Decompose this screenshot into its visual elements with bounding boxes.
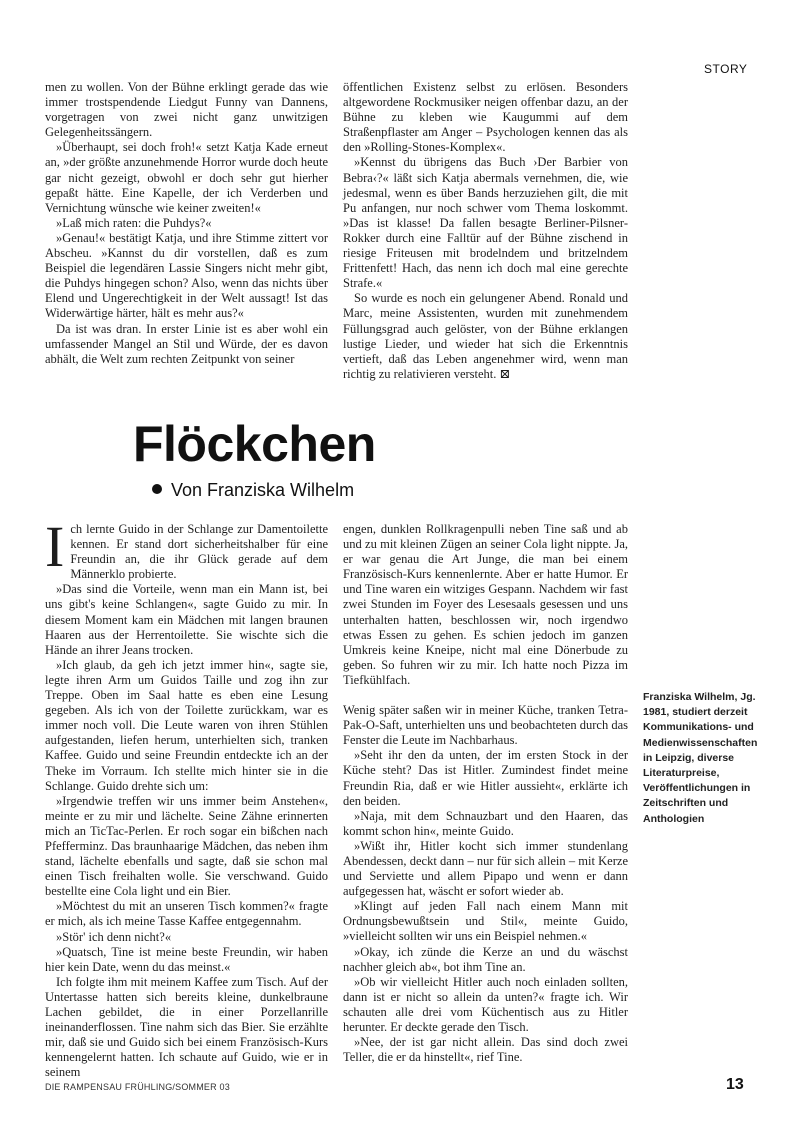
publication-footer: DIE RAMPENSAU FRÜHLING/SOMMER 03 [45,1082,230,1092]
paragraph: »Kennst du übrigens das Buch ›Der Barbier von Bebra‹?« läßt sich Katja abermals vernehmen, die, wie jedesmal, wenn es über Bands herzuziehen gilt, die mit Pu anfangen, nur noch schwer vom Thema loskommt. »Das ist klasse! Da fallen besagte Berliner-Pilsner-Rokker durch eine Falltür auf der Bühne zischend in riesige Friteusen mit brodelndem und britzelndem Frittenfett! Hach, das nenn ich doch mal eine gerechte Strafe.« [343,155,628,291]
paragraph: »Ich glaub, da geh ich jetzt immer hin«, sagte sie, legte ihren Arm um Guidos Taille und zog ihn zur Treppe. Oben im Saal hatte es eben eine Lesung gegeben. Als ich von der Toilette zurückkam, war es immer noch voll. Die Leute waren von ihren Stühlen aufgestanden, liefen herum, unterhielten sich, tranken Kaffee. Guido und seine Freundin entdeckte ich an der Theke im Vorraum. Ich stellte mich hinter sie in die Schlange. Guido drehte sich um: [45,657,328,793]
prev-story-column-2 [343,80,628,382]
paragraph-text: So wurde es noch ein gelungener Abend. Ronald und Marc, meine Assistenten, wurden mit zunehmendem Füllungsgrad auch gelöster, von der Bühne erklangen lustige Lieder, und wieder hat sich die Erkenntnis vertieft, daß das Leben angenehmer wird, wenn man richtig zu relativieren versteht. [343,291,628,381]
story-column-1 [45,514,328,1080]
paragraph: engen, dunklen Rollkragenpulli neben Tine saß und ab und zu mit kleinen Zügen an seiner Cola light nippte. Ja, er war genau die Art Junge, die man bei einem Französisch-Kurs kennenlernte. Aber er hatte Humor. Er und Tine waren ein witziges Gespann. Nachdem wir fast zwei Stunden im Foyer des Lesesaals gesessen und uns unterhalten hatten, beschlossen wir, noch irgendwo etwas Essen zu gehen. Es schien jedoch im ganzen Umkreis keine Kneipe, nicht mal eine Dönerbude zu geben. So fuhren wir zu mir. Ich hatte noch Pizza im Tiefkühlfach. [343,522,628,687]
author-bio: Franziska Wilhelm, Jg. 1981, studiert derzeit Kommunikations- und Medienwissenschaften in Leipzig, diverse Literaturpreise, Veröffentlichungen in Zeitschriften und Anthologien [643,691,758,825]
end-mark-icon: ⊠ [499,366,511,381]
paragraph: »Das sind die Vorteile, wenn man ein Mann ist, bei uns gibt's keine Schlangen«, sagte Guido zu mir. In diesem Moment kam ein Mädchen mit langen braunen Haaren aus der Herrentoilette. Sie wischte sich die Hände an ihrer Jeans trocken. [45,582,328,657]
paragraph [343,291,628,382]
bullet-dot-icon [152,484,162,494]
byline [152,480,354,501]
paragraph: »Irgendwie treffen wir uns immer beim Anstehen«, meinte er zu mir und lächelte. Seine Zähne erinnerten mich an TicTac-Perlen. Er roch sogar ein bißchen nach Pfefferminz. Das braunhaarige Mädchen, das neben ihm stand, lächelte ebenfalls und sagte, daß sie schon mal einen Tisch freihalten wolle. Sie verschwand. Guido bestellte eine Cola light und ein Bier. [45,793,328,899]
paragraph: »Überhaupt, sei doch froh!« setzt Katja Kade erneut an, »der größte anzunehmende Horror wurde doch heute gar nicht gezeigt, obwohl er doch sehr gut hierher gepaßt hätte. Eine Kapelle, der ich Verderben und Vernichtung wünsche wie keiner zweiten!« [45,140,328,215]
story-column-2 [343,522,628,1065]
byline-text: Von Franziska Wilhelm [171,480,355,500]
paragraph: »Stör' ich denn nicht?« [56,929,172,944]
paragraph: »Ob wir vielleicht Hitler auch noch einladen sollten, dann ist er nicht so allein da unten?« fragte ich. Wir schauten alle drei vom Küchentisch aus zu Hitler herunter. Er deckte gerade den Tisch. [343,974,628,1034]
paragraph: »Klingt auf jeden Fall nach einem Mann mit Ordnungsbewußtsein und Stil«, meinte Guido, »vielleicht sollten wir uns ein Beispiel nehmen.« [343,899,628,944]
story-title: Flöckchen [133,416,376,472]
paragraph: Wenig später saßen wir in meiner Küche, tranken Tetra-Pak-O-Saft, unterhielten uns und beobachteten durch das Fenster die Leute im Nachbarhaus. [343,703,628,748]
paragraph: »Wißt ihr, Hitler kocht sich immer stundenlang Abendessen, deckt dann – nur für sich allein – mit Kerze und Serviette und allem Pipapo und wenn er dann aufgegessen hat, wäscht er sofort wieder ab. [343,838,628,899]
paragraph: »Nee, der ist gar nicht allein. Das sind doch zwei Teller, die er da hinstellt«, rief Tine. [343,1035,628,1065]
paragraph: »Laß mich raten: die Puhdys?« [56,215,212,230]
paragraph: »Genau!« bestätigt Katja, und ihre Stimme zittert vor Abscheu. »Kannst du dir vorstellen, daß es zum Beispiel die legendären Lassie Singers nicht mehr gibt, die Puhdys hingegen schon? Also, wenn das nichts über Elend und Ungerechtigkeit in der Welt aussagt! Ist das Widerwärtige härter, hält es mehr aus?« [45,230,328,321]
paragraph: »Quatsch, Tine ist meine beste Freundin, wir haben hier kein Date, wenn du das meinst.« [45,944,328,974]
page-number: 13 [726,1076,744,1093]
paragraph: Ich folgte ihm mit meinem Kaffee zum Tisch. Auf der Untertasse hatten sich bereits kleine, dunkelbraune Lachen gebildet, die in einer Porzellanrille ineinanderflossen. Tine nahm sich das Bier. Sie erzählte mir, daß sie und Guido sich bei einem Französisch-Kurs kennengelernt hatten. Ich schaute auf Guido, wie er in seinem [45,974,328,1080]
paragraph: »Möchtest du mit an unseren Tisch kommen?« fragte er mich, als ich meine Tasse Kaffee entgegennahm. [45,899,328,929]
paragraph: öffentlichen Existenz selbst zu erlösen. Besonders altgewordene Rockmusiker neigen offenbar dazu, an der Bühne zu kleben wie Kaugummi auf dem Straßenpflaster am Anger – Psychologen kennen das als den »Rolling-Stones-Komplex«. [343,80,628,155]
drop-cap: I [45,514,65,579]
paragraph [45,514,328,582]
paragraph: »Naja, mit dem Schnauzbart und den Haaren, das kommt schon hin«, meinte Guido. [343,808,628,838]
prev-story-column-1 [45,80,328,367]
paragraph: men zu wollen. Von der Bühne erklingt gerade das wie immer trostspendende Liedgut Funny van Dannens, vorgetragen von zwei nicht ganz unwitzigen Gelegenheitssängern. [45,80,328,140]
paragraph: Da ist was dran. In erster Linie ist es aber wohl ein umfassender Mangel an Stil und Würde, der es davon abhält, die Welt zum rechten Zeitpunkt von seiner [45,321,328,366]
paragraph-text: ch lernte Guido in der Schlange zur Damentoilette kennen. Er stand dort sicherheitshalber für eine Freundin an, die ihr Glück gerade auf dem Männerklo probierte. [70,522,328,582]
section-label: STORY [704,62,748,76]
paragraph: »Seht ihr den da unten, der im ersten Stock in der Küche steht? Das ist Hitler. Zumindest findet meine Freundin Ria, daß er wie Hitler aussieht«, erklärte ich den beiden. [343,748,628,808]
paragraph: »Okay, ich zünde die Kerze an und du wäschst nachher gleich ab«, bot ihm Tine an. [343,944,628,974]
